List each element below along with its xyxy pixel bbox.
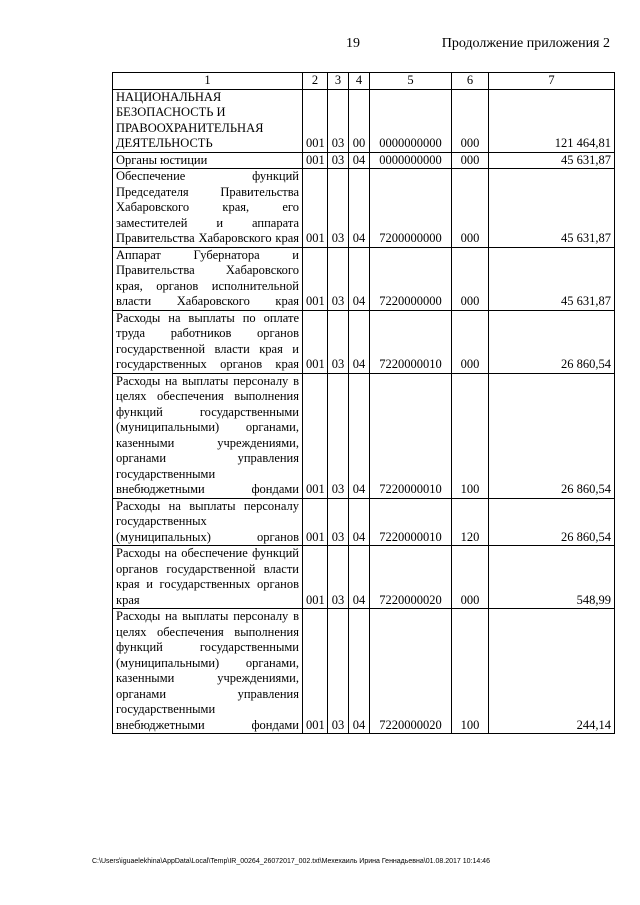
cell-code: 001 bbox=[303, 247, 328, 310]
cell-code: 04 bbox=[349, 546, 370, 609]
cell-code: 000 bbox=[452, 546, 489, 609]
cell-code: 03 bbox=[328, 152, 349, 169]
cell-code: 7220000000 bbox=[370, 247, 452, 310]
cell-code: 001 bbox=[303, 546, 328, 609]
cell-code: 04 bbox=[349, 152, 370, 169]
footer-path: C:\Users\iguaelekhina\AppData\Local\Temp\IR_00264_26072017_002.txt\Мехехаиль Ирина Геннадьевна\01.08.2017 10:14:46 bbox=[92, 858, 490, 865]
row-name: Расходы на обеспечение функций органов государственной власти края и государственных органов края bbox=[113, 546, 303, 609]
row-name: Обеспечение функций Председателя Правительства Хабаровского края, его заместителей и аппарата Правительства Хабаровского края bbox=[113, 169, 303, 248]
cell-code: 04 bbox=[349, 169, 370, 248]
cell-code: 00 bbox=[349, 89, 370, 152]
cell-code: 04 bbox=[349, 310, 370, 373]
page-number: 19 bbox=[346, 36, 360, 51]
cell-code: 7220000010 bbox=[370, 373, 452, 498]
cell-code: 03 bbox=[328, 310, 349, 373]
column-header: 2 bbox=[303, 73, 328, 90]
cell-amount: 244,14 bbox=[489, 609, 615, 734]
cell-code: 001 bbox=[303, 310, 328, 373]
table-row bbox=[113, 89, 615, 152]
cell-amount: 45 631,87 bbox=[489, 169, 615, 248]
cell-code: 001 bbox=[303, 89, 328, 152]
cell-code: 001 bbox=[303, 169, 328, 248]
table-row bbox=[113, 169, 615, 248]
cell-code: 0000000000 bbox=[370, 89, 452, 152]
table-row bbox=[113, 310, 615, 373]
budget-table bbox=[112, 72, 615, 734]
cell-amount: 26 860,54 bbox=[489, 498, 615, 546]
cell-code: 03 bbox=[328, 546, 349, 609]
column-header: 1 bbox=[113, 73, 303, 90]
table-row bbox=[113, 373, 615, 498]
cell-code: 03 bbox=[328, 247, 349, 310]
header-row bbox=[113, 73, 615, 90]
cell-code: 04 bbox=[349, 498, 370, 546]
cell-amount: 45 631,87 bbox=[489, 247, 615, 310]
column-header: 7 bbox=[489, 73, 615, 90]
cell-code: 04 bbox=[349, 609, 370, 734]
row-name: Расходы на выплаты персоналу государственных (муниципальных) органов bbox=[113, 498, 303, 546]
cell-code: 03 bbox=[328, 89, 349, 152]
column-header: 5 bbox=[370, 73, 452, 90]
table-row bbox=[113, 152, 615, 169]
cell-amount: 45 631,87 bbox=[489, 152, 615, 169]
column-header: 6 bbox=[452, 73, 489, 90]
cell-code: 03 bbox=[328, 498, 349, 546]
cell-code: 100 bbox=[452, 373, 489, 498]
cell-code: 03 bbox=[328, 169, 349, 248]
cell-code: 7220000010 bbox=[370, 310, 452, 373]
row-name: НАЦИОНАЛЬНАЯ БЕЗОПАСНОСТЬ И ПРАВООХРАНИТЕЛЬНАЯ ДЕЯТЕЛЬНОСТЬ bbox=[113, 89, 303, 152]
row-name: Расходы на выплаты по оплате труда работников органов государственной власти края и государственных органов края bbox=[113, 310, 303, 373]
cell-amount: 548,99 bbox=[489, 546, 615, 609]
column-header: 4 bbox=[349, 73, 370, 90]
cell-code: 001 bbox=[303, 609, 328, 734]
cell-code: 04 bbox=[349, 247, 370, 310]
cell-code: 000 bbox=[452, 169, 489, 248]
cell-code: 03 bbox=[328, 373, 349, 498]
cell-amount: 121 464,81 bbox=[489, 89, 615, 152]
cell-code: 7220000010 bbox=[370, 498, 452, 546]
table-row bbox=[113, 609, 615, 734]
cell-code: 000 bbox=[452, 152, 489, 169]
row-name: Органы юстиции bbox=[113, 152, 303, 169]
row-name: Расходы на выплаты персоналу в целях обеспечения выполнения функций государственными (муниципальными) органами, казенными учреждениями, органами управления государственными внебюджетными фондами bbox=[113, 373, 303, 498]
cell-amount: 26 860,54 bbox=[489, 373, 615, 498]
cell-code: 7200000000 bbox=[370, 169, 452, 248]
column-header: 3 bbox=[328, 73, 349, 90]
table-row bbox=[113, 247, 615, 310]
table-row bbox=[113, 498, 615, 546]
cell-amount: 26 860,54 bbox=[489, 310, 615, 373]
cell-code: 001 bbox=[303, 498, 328, 546]
cell-code: 7220000020 bbox=[370, 609, 452, 734]
cell-code: 001 bbox=[303, 152, 328, 169]
cell-code: 100 bbox=[452, 609, 489, 734]
cell-code: 03 bbox=[328, 609, 349, 734]
cell-code: 120 bbox=[452, 498, 489, 546]
cell-code: 0000000000 bbox=[370, 152, 452, 169]
cell-code: 7220000020 bbox=[370, 546, 452, 609]
row-name: Аппарат Губернатора и Правительства Хабаровского края, органов исполнительной власти Хабаровского края bbox=[113, 247, 303, 310]
cell-code: 000 bbox=[452, 247, 489, 310]
continuation-label: Продолжение приложения 2 bbox=[441, 36, 610, 51]
table-row bbox=[113, 546, 615, 609]
cell-code: 000 bbox=[452, 89, 489, 152]
cell-code: 04 bbox=[349, 373, 370, 498]
row-name: Расходы на выплаты персоналу в целях обеспечения выполнения функций государственными (муниципальными) органами, казенными учреждениями, органами управления государственными внебюджетными фондами bbox=[113, 609, 303, 734]
cell-code: 000 bbox=[452, 310, 489, 373]
cell-code: 001 bbox=[303, 373, 328, 498]
